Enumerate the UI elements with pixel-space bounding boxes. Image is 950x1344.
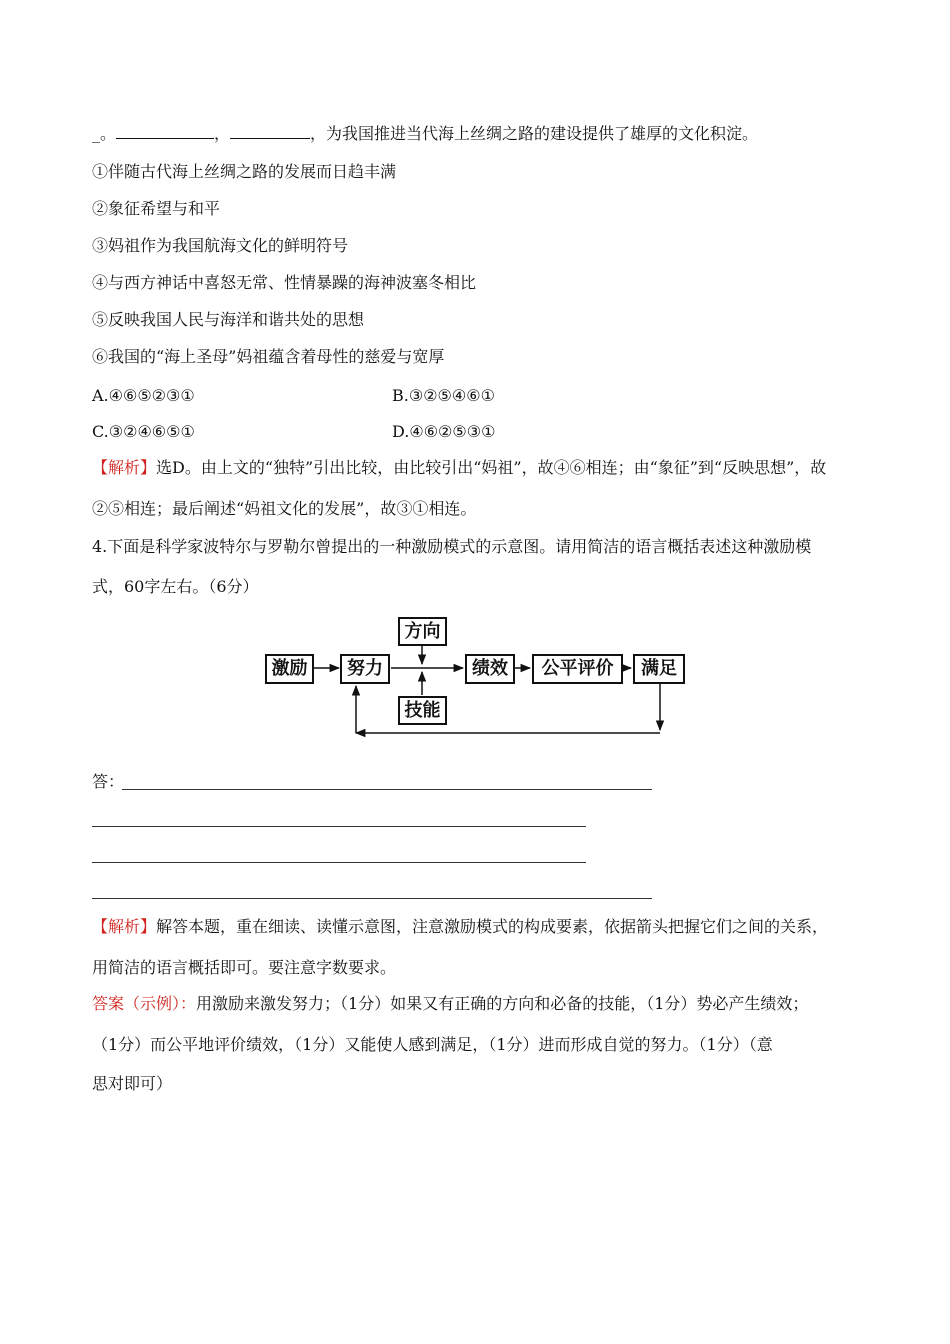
statement-5: ⑤反映我国人民与海洋和谐共处的思想 [92, 310, 365, 329]
answer-line-3[interactable] [92, 862, 586, 863]
box-skill: 技能 [398, 696, 447, 725]
box-fair-evaluation: 公平评价 [532, 654, 623, 684]
box-effort: 努力 [340, 654, 390, 684]
box-performance: 绩效 [465, 654, 515, 684]
option-b[interactable]: B.③②⑤④⑥① [392, 386, 495, 405]
analysis-1-line-2: ②⑤相连；最后阐述“妈祖文化的发展”，故③①相连。 [92, 499, 477, 518]
blank-separator: ， [214, 124, 231, 143]
analysis-label: 【解析】 [92, 458, 157, 477]
analysis-text: 解答本题，重在细读、读懂示意图，注意激励模式的构成要素，依据箭头把握它们之间的关系， [156, 917, 829, 936]
sample-answer-text: 用激励来激发努力；（1分）如果又有正确的方向和必备的技能，（1分）势必产生绩效； [196, 994, 809, 1013]
sample-answer-line-3: 思对即可） [92, 1074, 173, 1093]
sample-answer-line-2: （1分）而公平地评价绩效，（1分）又能使人感到满足，（1分）进而形成自觉的努力。（1分）（意 [92, 1035, 773, 1054]
answer-line-1[interactable] [122, 789, 652, 790]
analysis-text: 选D。由上文的“独特”引出比较，由比较引出“妈祖”，故④⑥相连；由“象征”到“反映思想”，故 [156, 458, 827, 477]
box-motivation: 激励 [265, 654, 314, 684]
option-c[interactable]: C.③②④⑥⑤① [92, 422, 195, 441]
answer-line-2[interactable] [92, 826, 586, 827]
answer-line-4[interactable] [92, 898, 652, 899]
sentence-end: ，为我国推进当代海上丝绸之路的建设提供了雄厚的文化积淀。 [310, 124, 759, 143]
box-direction: 方向 [398, 617, 447, 646]
option-d[interactable]: D.④⑥②⑤③① [392, 422, 496, 441]
statement-3: ③妈祖作为我国航海文化的鲜明符号 [92, 236, 349, 255]
option-a[interactable]: A.④⑥⑤②③① [92, 386, 195, 405]
sample-answer-label: 答案（示例）： [92, 994, 197, 1013]
statement-2: ②象征希望与和平 [92, 199, 221, 218]
box-satisfaction: 满足 [633, 654, 685, 684]
sample-answer-line-1 [92, 994, 808, 1014]
statement-6: ⑥我国的“海上圣母”妈祖蕴含着母性的慈爱与宽厚 [92, 347, 445, 366]
question-4-line-1: 4.下面是科学家波特尔与罗勒尔曾提出的一种激励模式的示意图。请用简洁的语言概括表述这种激励模 [92, 537, 812, 556]
statement-4: ④与西方神话中喜怒无常、性情暴躁的海神波塞冬相比 [92, 273, 477, 292]
answer-prompt: 答： [92, 772, 125, 791]
sentence-start: _。 [92, 124, 117, 143]
analysis-2-line-1 [92, 917, 828, 937]
question-4-line-2: 式，60字左右。（6分） [92, 577, 259, 596]
statement-1: ①伴随古代海上丝绸之路的发展而日趋丰满 [92, 162, 397, 181]
analysis-label: 【解析】 [92, 917, 157, 936]
analysis-2-line-2: 用简洁的语言概括即可。要注意字数要求。 [92, 958, 397, 977]
